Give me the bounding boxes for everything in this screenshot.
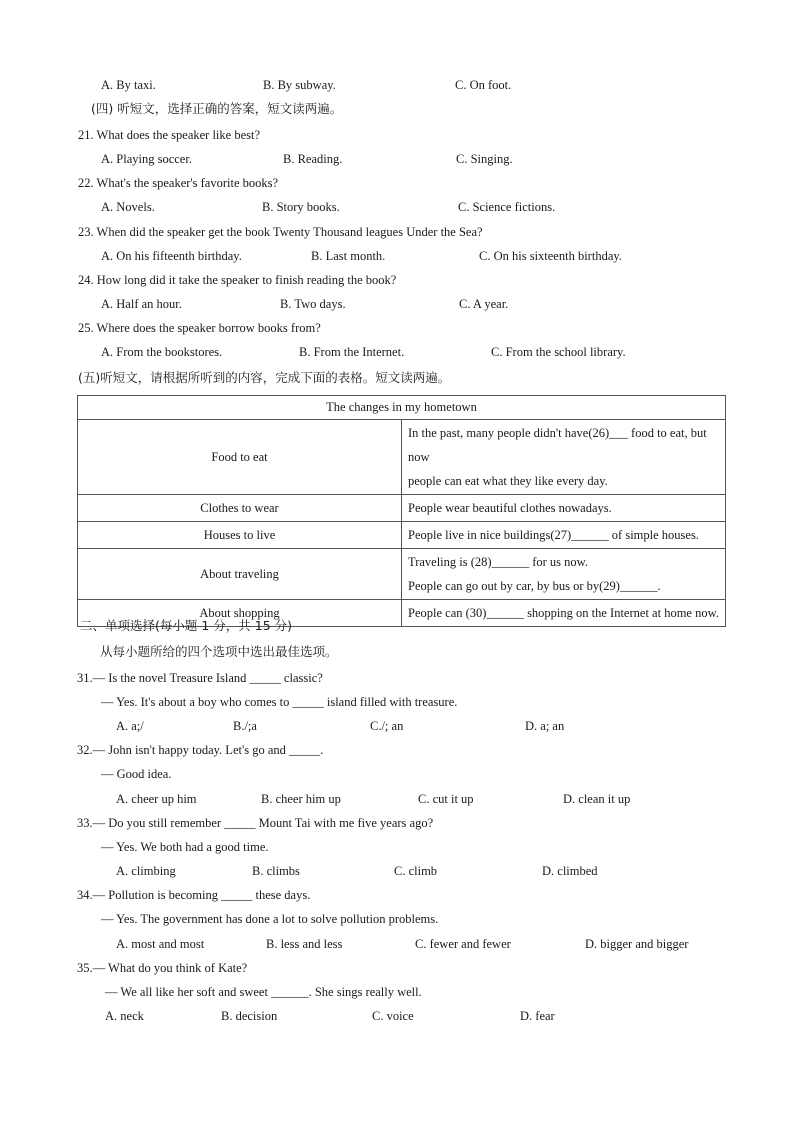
q23-option-c: C. On his sixteenth birthday. bbox=[479, 249, 622, 263]
row-content-shopping bbox=[402, 600, 726, 627]
q35-option-c: C. voice bbox=[372, 1009, 414, 1023]
row-line: People can (30)______ shopping on the Internet at home now. bbox=[408, 606, 719, 620]
q35-line-1: 35.— What do you think of Kate? bbox=[77, 961, 248, 975]
q25-option-c: C. From the school library. bbox=[491, 345, 626, 359]
q31-option-b: B./;a bbox=[233, 719, 257, 733]
q34-option-d: D. bigger and bigger bbox=[585, 937, 689, 951]
part4-heading: (四) 听短文，选择正确的答案，短文读两遍。 bbox=[91, 101, 343, 116]
q35-option-a: A. neck bbox=[105, 1009, 144, 1023]
q23-option-a: A. On his fifteenth birthday. bbox=[101, 249, 242, 263]
section2-instruction: 从每小题所给的四个选项中选出最佳选项。 bbox=[100, 644, 338, 659]
q33-option-c: C. climb bbox=[394, 864, 438, 878]
q35-line-2: — We all like her soft and sweet ______. She sings really well. bbox=[105, 985, 422, 999]
q20-option-a: A. By taxi. bbox=[101, 78, 156, 92]
q33-option-b: B. climbs bbox=[252, 864, 300, 878]
row-label-clothes: Clothes to wear bbox=[78, 495, 402, 522]
row-label-traveling: About traveling bbox=[78, 549, 402, 600]
q25-option-b: B. From the Internet. bbox=[299, 345, 405, 359]
row-line: People can go out by car, by bus or by(29)______. bbox=[408, 579, 661, 593]
q31-line-1: 31.— Is the novel Treasure Island _____ classic? bbox=[77, 671, 323, 685]
q33-line-2: — Yes. We both had a good time. bbox=[101, 840, 269, 854]
q24-option-c: C. A year. bbox=[459, 297, 509, 311]
row-line: people can eat what they like every day. bbox=[408, 474, 608, 488]
row-label-houses: Houses to live bbox=[78, 522, 402, 549]
q31-line-2: — Yes. It's about a boy who comes to _____ island filled with treasure. bbox=[101, 695, 458, 709]
section2-heading: 二、单项选择(每小题 1 分，共 15 分) bbox=[80, 618, 293, 633]
q20-option-c: C. On foot. bbox=[455, 78, 512, 92]
q33-line-1: 33.— Do you still remember _____ Mount Tai with me five years ago? bbox=[77, 816, 434, 830]
q22-stem: 22. What's the speaker's favorite books? bbox=[78, 176, 279, 190]
row-label-food: Food to eat bbox=[78, 420, 402, 495]
q34-option-c: C. fewer and fewer bbox=[415, 937, 511, 951]
q32-option-b: B. cheer him up bbox=[261, 792, 341, 806]
q32-line-2: — Good idea. bbox=[101, 767, 172, 781]
q32-line-1: 32.— John isn't happy today. Let's go and _____. bbox=[77, 743, 324, 757]
q21-stem: 21. What does the speaker like best? bbox=[78, 128, 261, 142]
q20-option-b: B. By subway. bbox=[263, 78, 336, 92]
row-content-traveling bbox=[402, 549, 726, 600]
q24-option-a: A. Half an hour. bbox=[101, 297, 182, 311]
q21-option-b: B. Reading. bbox=[283, 152, 343, 166]
row-label-shopping: About shopping bbox=[78, 600, 402, 627]
row-content-clothes bbox=[402, 495, 726, 522]
q35-option-d: D. fear bbox=[520, 1009, 555, 1023]
q22-option-c: C. Science fictions. bbox=[458, 200, 556, 214]
q21-option-c: C. Singing. bbox=[456, 152, 513, 166]
q34-option-a: A. most and most bbox=[116, 937, 205, 951]
q32-option-c: C. cut it up bbox=[418, 792, 474, 806]
q22-option-a: A. Novels. bbox=[101, 200, 155, 214]
q32-option-a: A. cheer up him bbox=[116, 792, 197, 806]
q34-line-2: — Yes. The government has done a lot to solve pollution problems. bbox=[101, 912, 439, 926]
q24-stem: 24. How long did it take the speaker to finish reading the book? bbox=[78, 273, 397, 287]
q31-option-d: D. a; an bbox=[525, 719, 565, 733]
q31-option-c: C./; an bbox=[370, 719, 404, 733]
q34-option-b: B. less and less bbox=[266, 937, 343, 951]
row-line: People live in nice buildings(27)______ of simple houses. bbox=[408, 528, 699, 542]
table-title: The changes in my hometown bbox=[78, 396, 726, 420]
row-line: Traveling is (28)______ for us now. bbox=[408, 555, 588, 569]
q23-option-b: B. Last month. bbox=[311, 249, 386, 263]
row-line: In the past, many people didn't have(26)___ food to eat, but now bbox=[408, 426, 707, 464]
row-content-houses bbox=[402, 522, 726, 549]
row-content-food bbox=[402, 420, 726, 495]
q33-option-d: D. climbed bbox=[542, 864, 598, 878]
q21-option-a: A. Playing soccer. bbox=[101, 152, 192, 166]
part5-heading: (五)听短文，请根据所听到的内容，完成下面的表格。短文读两遍。 bbox=[78, 370, 451, 385]
q31-option-a: A. a;/ bbox=[116, 719, 144, 733]
hometown-changes-table bbox=[77, 395, 726, 627]
q33-option-a: A. climbing bbox=[116, 864, 176, 878]
q24-option-b: B. Two days. bbox=[280, 297, 346, 311]
row-line: People wear beautiful clothes nowadays. bbox=[408, 501, 612, 515]
q22-option-b: B. Story books. bbox=[262, 200, 340, 214]
q25-option-a: A. From the bookstores. bbox=[101, 345, 223, 359]
q23-stem: 23. When did the speaker get the book Twenty Thousand leagues Under the Sea? bbox=[78, 225, 483, 239]
q34-line-1: 34.— Pollution is becoming _____ these days. bbox=[77, 888, 311, 902]
q35-option-b: B. decision bbox=[221, 1009, 278, 1023]
q25-stem: 25. Where does the speaker borrow books from? bbox=[78, 321, 321, 335]
q32-option-d: D. clean it up bbox=[563, 792, 631, 806]
